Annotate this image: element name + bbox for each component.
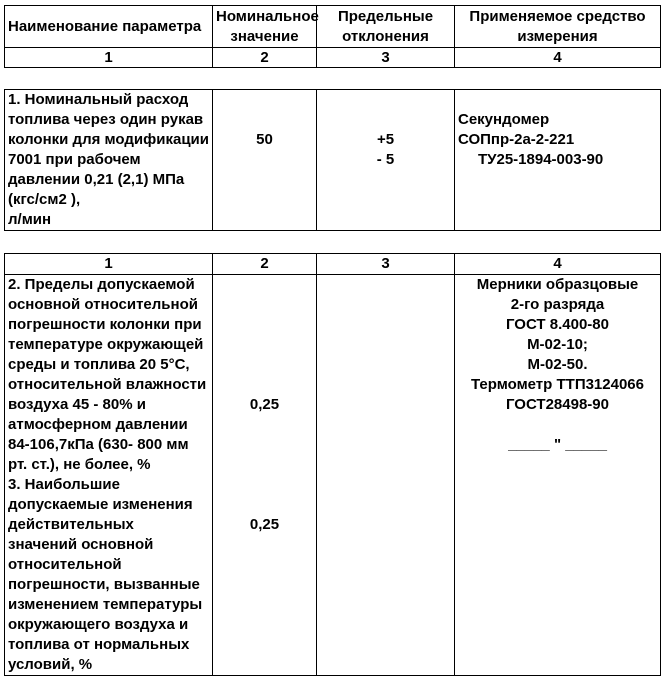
parameter-table-1 <box>4 89 661 231</box>
header-nominal-value: Номинальное значение <box>213 6 317 48</box>
column-number-row <box>5 48 661 68</box>
nominal-value-cell <box>213 275 317 676</box>
table-row <box>5 275 661 676</box>
column-number: 1 <box>5 254 213 275</box>
header-row <box>5 6 661 48</box>
instrument-blank-line: _____ " _____ <box>508 436 607 453</box>
column-number: 2 <box>213 254 317 275</box>
column-number: 2 <box>213 48 317 68</box>
deviation-cell <box>317 275 455 676</box>
header-parameter-name: Наименование параметра <box>5 6 213 48</box>
nominal-value-cell: 50 <box>213 90 317 231</box>
column-number: 3 <box>317 254 455 275</box>
column-number: 4 <box>455 254 661 275</box>
table-row <box>5 90 661 231</box>
header-table <box>4 5 661 68</box>
column-number: 1 <box>5 48 213 68</box>
column-number: 3 <box>317 48 455 68</box>
column-number-row <box>5 254 661 275</box>
parameter-table-2 <box>4 253 661 676</box>
nominal-value-3: 0,25 <box>249 516 280 533</box>
header-limit-deviations: Предельные отклонения <box>317 6 455 48</box>
header-measuring-instrument: Применяемое средство измерения <box>455 6 661 48</box>
parameter-cell: 1. Номинальный расход топлива через один рукав колонки для модификации 7001 при рабочем давлении 0,21 (2,1) МПа (кгс/см2 ), л/мин <box>5 90 213 231</box>
deviation-cell: +5 - 5 <box>317 90 455 231</box>
parameter-cell: 2. Пределы допускаемой основной относительной погрешности колонки при температуре окружающей среды и топлива 20 5°С, относительной влажности воздуха 45 - 80% и атмосферном давлении 84-106,7кПа (630- 800 мм рт. ст.), не более, % 3. Наибольшие допускаемые изменения действительных значений основной относительной погрешности, вызванные изменением температуры окружающего воздуха и топлива от нормальных условий, % <box>5 275 213 676</box>
column-number: 4 <box>455 48 661 68</box>
instrument-cell: Мерники образцовые 2-го разряда ГОСТ 8.400-80 М-02-10; М-02-50. Термометр ТТП3124066 ГОСТ28498-90 _____ " _____ <box>455 275 661 676</box>
instrument-cell: Секундомер СОПпр-2а-2-221 ТУ25-1894-003-90 <box>455 90 661 231</box>
nominal-value-2: 0,25 <box>249 396 280 413</box>
